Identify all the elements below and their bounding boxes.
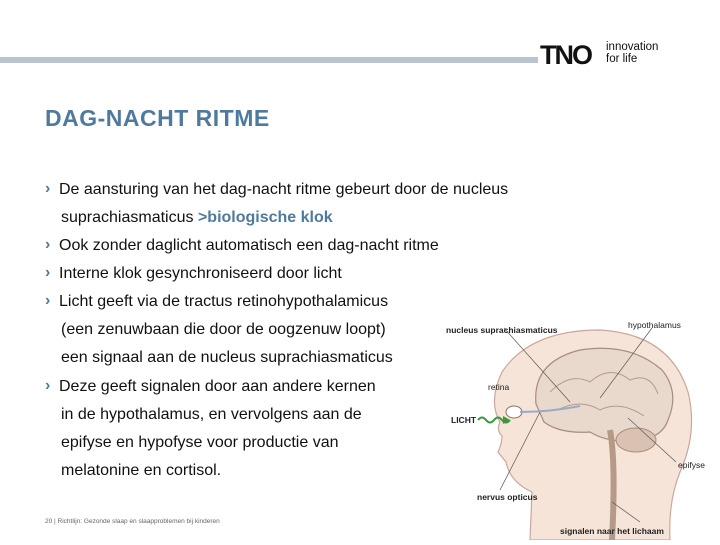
bullet-chevron-icon: › (45, 264, 51, 281)
label-nervus-opticus: nervus opticus (477, 492, 538, 502)
logo-tagline-line2: for life (606, 53, 638, 65)
brain-shape (536, 348, 673, 441)
bullet-chevron-icon: › (45, 377, 51, 394)
bullet-1-highlight: >biologische klok (197, 209, 333, 226)
bullet-chevron-icon: › (45, 236, 51, 253)
label-hypothalamus: hypothalamus (628, 320, 681, 330)
cerebellum (616, 428, 656, 452)
label-licht: LICHT (451, 415, 477, 425)
bullet-5-line-4: melatonine en cortisol. (61, 462, 222, 479)
bullet-1-text: suprachiasmaticus (61, 209, 198, 226)
bullet-5-line-2: in de hypothalamus, en vervolgens aan de (61, 406, 362, 423)
label-epifyse: epifyse (678, 460, 705, 470)
brain-diagram (440, 312, 720, 540)
bullet-5-line-1: Deze geeft signalen door aan andere kernen (59, 378, 376, 395)
head-brain-illustration (440, 312, 720, 540)
label-nucleus: nucleus suprachiasmaticus (446, 325, 558, 335)
bullet-4-line-2: (een zenuwbaan die door de oogzenuw loopt) (61, 321, 386, 338)
bullet-4-line-1: Licht geeft via de tractus retinohypothalamicus (59, 293, 389, 310)
logo-wordmark: TNO (540, 40, 591, 70)
bullet-3-line-1: Interne klok gesynchroniseerd door licht (59, 265, 342, 282)
bullet-1-line-2 (61, 209, 333, 227)
bullet-chevron-icon: › (45, 180, 51, 197)
slide-title: DAG-NACHT RITME (45, 105, 270, 131)
label-signalen: signalen naar het lichaam (560, 526, 664, 536)
bullet-chevron-icon: › (45, 292, 51, 309)
eye (506, 406, 522, 418)
bullet-4-line-3: een signaal aan de nucleus suprachiasmaticus (61, 349, 393, 366)
bullet-2-line-1: Ook zonder daglicht automatisch een dag-nacht ritme (59, 237, 439, 254)
logo-tagline-line1: innovation (606, 41, 659, 53)
bullet-1-line-1: De aansturing van het dag-nacht ritme gebeurt door de nucleus (59, 181, 509, 198)
bullet-5-line-3: epifyse en hypofyse voor productie van (61, 434, 339, 451)
footer-text: 20 | Richtlijn: Gezonde slaap en slaapproblemen bij kinderen (45, 518, 220, 525)
label-retina: retina (488, 382, 510, 392)
